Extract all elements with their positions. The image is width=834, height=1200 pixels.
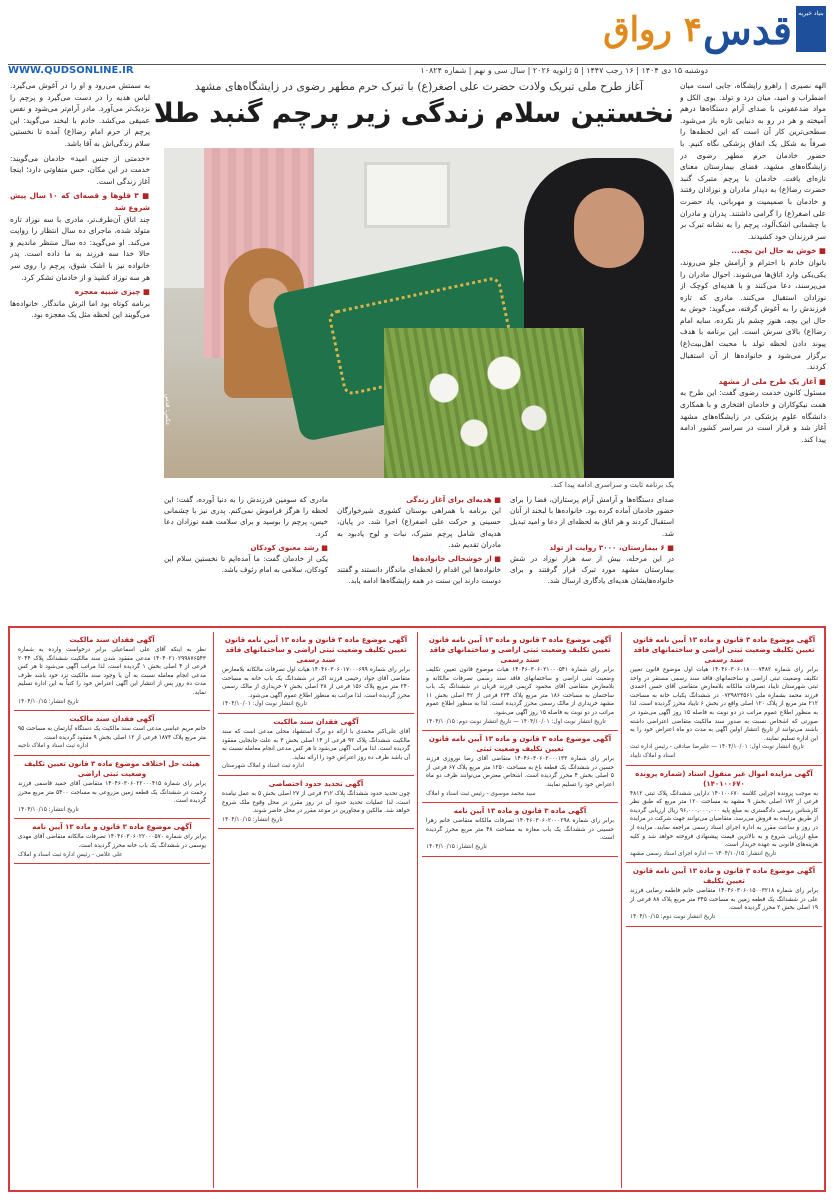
legal-ad	[422, 632, 618, 731]
ad-title: آگهی ماده ۳ قانون و ماده ۱۳ آیین نامه	[453, 807, 587, 816]
ads-column-2	[422, 632, 618, 1188]
article-subheading: ■ هدیه‌ای برای آغاز زندگی	[406, 495, 501, 504]
article-middle-columns	[164, 494, 674, 620]
ad-body: برابر رای شماره ۱۴۰۴۶۰۳۰۶۰۲۲۰۰۰۴۱۵ متقاضی آقای حمید قاسمی فرزند رحمت در ششدانگ یک قطعه زمین مزروعی به مساحت ۵۴۰۰ متر مربع محرز گردیده است.	[18, 780, 206, 805]
legal-ads-section	[8, 626, 826, 1192]
ad-footer: تاریخ انتشار: ۱۴۰۴/۱۰/۱۵	[222, 816, 283, 823]
ad-title: آگهی مزایده اموال غیر منقول اسناد (شماره پرونده ۱۴۰۱۰۰۶۷۰)	[635, 769, 813, 788]
ad-title: آگهی موضوع ماده ۳ قانون و ماده ۱۳ آیین نامه قانون تعیین تکلیف	[632, 867, 816, 886]
ads-column-1	[626, 632, 822, 1188]
flowers-bouquet	[384, 328, 584, 478]
article-paragraph: در این مرحله، بیش از سه هزار نوزاد در شش بیمارستان مشهد مورد تبرک قرار گرفتند و برای خانواده‌هایشان هدیه‌ای یادگاری ارسال شد.	[510, 554, 674, 586]
ad-body: نظر به اینکه آقای علی اسماعیلی برابر درخواست وارده به شماره ۱۴۰۴۰۲۱۰۲۹۹۸۷۶۵۴۳ مدعی مفقود شدن سند مالکیت ششدانگ پلاک ۲۰۴۴ فرعی از ۴ اصلی بخش ۱ گردیده است، لذا مراتب آگهی می‌شود تا هر کس مدعی انجام معامله نسبت به آن یا وجود سند مالکیت نزد خود باشد ظرف مدت ده روز پس از انتشار این آگهی اعتراض خود را کتباً به این اداره تسلیم نماید.	[18, 647, 206, 696]
ads-column-3	[218, 632, 414, 1188]
ad-title: آگهی موضوع ماده ۳ قانون و ماده ۱۳ آیین نامه قانون تعیین تکلیف وضعیت ثبتی اراضی و ساختمانهای فاقد سند رسمی	[224, 636, 408, 664]
ad-body: برابر رای شماره ۱۴۰۴۶۰۳۰۶۰۱۸۰۰۰۷۴۸۲ هیات اول موضوع قانون تعیین تکلیف وضعیت ثبتی اراضی و ساختمانهای فاقد سند رسمی مستقر در واحد ثبتی شهرستان تایباد تصرفات مالکانه بلامعارض متقاضی آقای حسن احمدی فرزند محمد بشماره ملی ۰۷۳۹۸۲۳۵۶۱ در ششدانگ یکباب خانه به مساحت ۲۱۲ متر مربع از پلاک ۱۲۰ اصلی واقع در بخش ۶ تایباد محرز گردیده است. لذا به منظور اطلاع عموم مراتب در دو نوبت به فاصله ۱۵ روز آگهی می‌شود در صورتی که اشخاص نسبت به صدور سند مالکیت متقاضی اعتراضی داشته باشند می‌توانند از تاریخ انتشار اولین آگهی به مدت دو ماه اعتراض خود را به این اداره تسلیم نمایند.	[630, 667, 818, 742]
article-paragraph: «خدمتی از جنس امید» خادمان می‌گویند: خدمت در این مکان، حس متفاوتی دارد؛ اینجا آغاز زندگی است.	[10, 153, 150, 186]
article-subheading: ■ از خوشحالی خانواده‌ها	[412, 554, 501, 564]
middle-column-1	[510, 494, 674, 620]
legal-ad	[14, 756, 210, 819]
ad-body: چون تحدید حدود ششدانگ پلاک ۳۱۲ فرعی از ۲۷ اصلی بخش ۵ به عمل نیامده است، لذا عملیات تحدید حدود آن در روز مقرر در محل وقوع ملک شروع خواهد شد. مالکین و مجاورین در موعد مقرر در محل حاضر شوند.	[222, 790, 411, 815]
ad-footer: تاریخ انتشار نوبت اول: ۱۴۰۴/۱۰/۰۱ — تاریخ انتشار نوبت دوم: ۱۴۰۴/۱۰/۱۵	[426, 718, 606, 725]
legal-ad	[218, 776, 414, 829]
ad-footer: تاریخ انتشار نوبت اول: ۱۴۰۴/۱۰/۰۱ — علیرضا صادقی - رئیس اداره ثبت اسناد و املاک تایباد	[630, 744, 804, 759]
ad-body: برابر رای شماره ۱۴۰۴۶۰۳۰۶۰۲۱۰۰۰۵۴۱ هیات موضوع قانون تعیین تکلیف وضعیت ثبتی اراضی و ساختمانهای فاقد سند رسمی تصرفات مالکانه و بلامعارض متقاضی آقای محمود کریمی فرزند قربان در ششدانگ یک باب ساختمان به مساحت ۱۸۶ متر مربع پلاک ۲۳۴ فرعی از ۴۲ اصلی بخش ۱۱ مشهد خریداری از مالک رسمی محرز گردیده است. لذا به منظور اطلاع عموم مراتب در دو نوبت به فاصله ۱۵ روز آگهی می‌شود.	[426, 667, 614, 716]
legal-ad	[626, 766, 822, 864]
ad-footer: تاریخ انتشار نوبت اول: ۱۴۰۴/۱۰/۰۱	[222, 701, 307, 708]
ad-body: برابر رای شماره ۱۴۰۴۶۰۳۰۶۰۱۵۰۰۳۲۱۸ متقاضی خانم فاطمه رضایی فرزند علی در ششدانگ یک قطعه زمین به مساحت ۳۴۵ متر مربع پلاک ۸۸ فرعی از ۱۹ اصلی بخش ۲ محرز گردیده است.	[630, 888, 819, 912]
article-subheading: ■ چیزی شبیه معجزه	[74, 287, 150, 297]
legal-ad	[218, 632, 414, 714]
ad-footer: تاریخ انتشار: ۱۴۰۴/۱۰/۱۵ — اداره اجرای اسناد رسمی مشهد	[630, 850, 777, 857]
ad-footer: اداره ثبت اسناد و املاک شهرستان	[222, 763, 304, 770]
article-paragraph: مسئول کانون خدمت رضوی گفت: این طرح به همت نیکوکاران و خادمان افتخاری و با همکاری دانشگاه علوم پزشکی در زایشگاه‌های مشهد آغاز شد و قرار است در سراسر کشور ادامه پیدا کند.	[680, 388, 826, 444]
ad-body: خانم مریم عباسی مدعی است سند مالکیت یک دستگاه آپارتمان به مساحت ۹۵ متر مربع پلاک ۱۸۷۳ فرعی از ۱۲ اصلی بخش ۹ مفقود گردیده است.	[18, 726, 206, 741]
article-paragraph: یکی از خادمان گفت: ما آمده‌ایم تا نخستین سلام این کودکان، سلامی به امام رئوف باشد.	[164, 554, 328, 575]
middle-column-2	[337, 494, 501, 620]
ad-body: آقای علی‌اکبر محمدی با ارائه دو برگ استشهاد محلی مدعی است که سند مالکیت ششدانگ پلاک ۹۲ فرعی از ۱۴ اصلی بخش ۳ به علت جابجایی مفقود گردیده است. لذا مراتب آگهی می‌شود تا هر کس مدعی انجام معامله نسبت به آن باشد ظرف ده روز اعتراض خود را ارائه نماید.	[222, 728, 411, 761]
ad-title: آگهی فقدان سند مالکیت	[69, 636, 155, 644]
article-paragraph: الهه نصیری | راهرو زایشگاه، جایی است میان اضطراب و امید، میان درد و تولد. بوی الکل و مواد ضدعفونی با صدای آرام دستگاه‌ها درهم آمیخته و هر در رو به دنیایی تازه باز می‌شود. سطحی‌ترین کار آن است که این لحظه‌ها را صرفاً به شکل یک اتفاق پزشکی نگاه کنیم. با حضور خادمان حرم مطهر رضوی در زایشگاه‌های مشهد، فضای بیمارستان معنای تازه‌ای یافت. خادمان با پرچم متبرک گنبد حضرت رضا(ع) به دیدار مادران و نوزادان رفتند و خادمان با صمیمیت و مهربانی، یاد حضرت علی اصغر(ع) را گرامی داشتند. پدران و مادران با چشمانی اشک‌آلود، پرچم را به نشانه تبرک بر سر فرزندان خود کشیدند.	[680, 81, 826, 241]
article-paragraph: صدای دستگاه‌ها و آرامش آرام پرستاران، فضا را برای حضور خادمان آماده کرده بود. خانواده‌ها با لبخند از آنان استقبال کردند و هر اتاق به لحظه‌ای از دعا و امید تبدیل شد.	[510, 495, 674, 538]
legal-ad	[218, 714, 414, 776]
article-subheading: ■ ۶ بیمارستان، ۳۰۰۰ روایت از تولد	[549, 542, 674, 552]
logo-text: قدس	[703, 7, 792, 54]
ad-footer: تاریخ انتشار نوبت دوم: ۱۴۰۴/۱۰/۱۵	[630, 914, 716, 921]
section-title	[603, 10, 702, 50]
article-paragraph: چند اتاق آن‌طرف‌تر، مادری با سه نوزاد تازه متولد شده، ماجرای ده سال انتظار را روایت می‌کند. او می‌گوید: ده سال منتظر ماندیم و حالا خدا سه فرزند به ما داده است. پدر خانواده نیز با اشک شوق، پرچم را روی سر هر سه نوزاد کشید و از خادمان تشکر کرد.	[10, 214, 150, 282]
ad-title: آگهی فقدان سند مالکیت	[273, 717, 359, 726]
article-paragraph: به سمتش می‌رود و او را در آغوش می‌گیرد. لباس هدیه را در دست می‌گیرد و پرچم را نزدیک‌تر می‌آورد. مادر آرام‌تر می‌شود و نفس عمیقی می‌کشد. خادم با لبخند می‌گوید: این پرچم از حرم امام رضا(ع) آمده تا نخستین سلام زندگی‌اش به آقا باشد.	[10, 81, 150, 148]
ad-body: برابر رای شماره ۱۴۰۴۶۰۳۰۶۰۲۲۰۰۰۵۷۰ تصرفات مالکانه متقاضی آقای مهدی یوسفی در ششدانگ یک باب خانه محرز گردیده است.	[18, 834, 206, 849]
masthead	[8, 6, 826, 78]
article-headline: نخستین سلام زندگی زیر پرچم گنبد طلا	[153, 98, 674, 129]
ad-footer: علی غلامی - رئیس اداره ثبت اسناد و املاک	[18, 851, 123, 858]
ad-title: آگهی فقدان سند مالکیت	[69, 715, 155, 724]
ad-title: آگهی موضوع ماده ۳ قانون و ماده ۱۳ آیین نامه قانون تعیین تکلیف وضعیت ثبتی اراضی و ساختمانهای فاقد سند رسمی	[632, 636, 816, 664]
ad-footer: تاریخ انتشار: ۱۴۰۴/۱۰/۱۵	[18, 698, 79, 705]
ad-footer: تاریخ انتشار: ۱۴۰۴/۱۰/۱۵	[426, 843, 487, 850]
article-paragraph: بانوان خادم با احترام و آرامش جلو می‌روند، یکی‌یکی وارد اتاق‌ها می‌شوند. احوال مادران را می‌پرسند، دعا می‌کنند و با هدیه‌ای کوچک از نوزادان استقبال می‌کنند. مادری که تازه فرزندش را به آغوش گرفته، می‌گوید: خوش به حال این بچه، هنوز چشم باز نکرده، سایه امام رضا(ع) بالای سرش است. این برنامه با هدف پیوند دادن لحظه تولد با محبت اهل‌بیت(ع) برگزار می‌شود و خانواده‌ها از آن استقبال کردند.	[680, 257, 826, 372]
newspaper-logo	[703, 6, 826, 62]
window-shape	[364, 162, 450, 228]
article-right-column	[680, 80, 826, 620]
article-paragraph: خانواده‌ها این اقدام را لحظه‌ای ماندگار دانستند و گفتند دوست دارند این سنت در همه زایشگاه‌ها ادامه یابد.	[337, 565, 501, 586]
legal-ad	[422, 731, 618, 803]
article-paragraph: این برنامه با همراهی بوستان کشوری شیرخوارگان حسینی و حرکت علی اصغر(ع) اجرا شد. در پایان، هدیه‌ای شامل پرچم متبرک، نبات و لوح یادبود به مادران تقدیم شد.	[337, 506, 501, 549]
legal-ad	[14, 632, 210, 711]
header-bar	[8, 64, 826, 79]
article-paragraph: برنامه کوتاه بود اما اثرش ماندگار. خانواده‌ها می‌گویند این لحظه مثل یک معجزه بود.	[10, 298, 150, 320]
ad-title: آگهی موضوع ماده ۳ قانون و ماده ۱۳ آیین نامه قانون تعیین تکلیف وضعیت ثبتی	[428, 735, 612, 754]
article-paragraph: مادری که سومین فرزندش را به دنیا آورده، گفت: این لحظه را هرگز فراموش نمی‌کنم. پدری نیز با چشمانی خیس، پرچم را بوسید و برای سلامت همه نوزادان دعا کرد.	[164, 495, 328, 538]
legal-ad	[626, 863, 822, 926]
page-number: ۴	[683, 10, 702, 50]
legal-ad	[14, 819, 210, 864]
logo-seal: بنیاد خیریه	[796, 6, 826, 52]
legal-ad	[422, 803, 618, 856]
dateline: دوشنبه ۱۵ دی ۱۴۰۴ | ۱۶ رجب ۱۴۴۷ | ۵ ژانویه ۲۰۲۶ | سال سی و نهم | شماره ۱۰۸۲۴	[420, 66, 708, 75]
article-left-column	[10, 80, 150, 620]
article-subheading: ■ ۳ قلوها و قصه‌ای که ۱۰ سال پیش شروع شد	[10, 191, 150, 212]
legal-ad	[626, 632, 822, 766]
article-subheading: ■ آغاز یک طرح ملی از مشهد	[718, 376, 826, 386]
section-name: رواق	[603, 10, 672, 50]
ad-body: برابر رای شماره ۱۴۰۴۶۰۳۰۶۰۱۷۰۰۰۶۹۹ هیات اول تصرفات مالکانه بلامعارض متقاضی آقای جواد رحیمی فرزند اکبر در ششدانگ یک باب خانه به مساحت ۲۴۰ متر مربع پلاک ۱۵۶ فرعی از ۳۸ اصلی بخش ۷ خریداری از مالک رسمی محرز گردیده است. لذا مراتب به منظور اطلاع عموم آگهی می‌شود.	[222, 667, 410, 699]
article-subheading: ■ خوش به حال این بچه...	[731, 246, 826, 256]
photo-credit: عکس: قدس	[164, 394, 171, 426]
photo-caption: یک برنامه ثابت و سراسری ادامه پیدا کند.	[550, 480, 674, 489]
legal-ad	[14, 711, 210, 756]
ads-column-4	[14, 632, 210, 1188]
ad-title: آگهی موضوع ماده ۳ قانون و ماده ۱۳ آیین نامه	[32, 823, 192, 832]
ad-footer: سید محمد موسوی - رئیس ثبت اسناد و املاک	[426, 790, 536, 797]
middle-column-3	[164, 494, 328, 620]
ad-body: برابر رای شماره ۱۴۰۴۶۰۳۰۶۰۲۰۰۰۲۹۸ تصرفات مالکانه متقاضی خانم زهرا حسینی در ششدانگ یک باب مغازه به مساحت ۴۸ متر مربع محرز گردیده است.	[426, 818, 614, 842]
ad-body: برابر رای شماره ۱۴۰۴۶۰۳۰۶۰۲۰۰۰۱۳۳ متقاضی آقای رضا نوروزی فرزند حسین در ششدانگ یک قطعه باغ به مساحت ۱۲۵۰ متر مربع پلاک ۶۷ فرعی از ۵ اصلی بخش ۴ محرز گردیده است. اشخاص معترض می‌توانند ظرف دو ماه اعتراض خود را تسلیم نمایند.	[426, 756, 614, 788]
ad-footer: اداره ثبت اسناد و املاک ناحیه	[18, 743, 89, 750]
article-photo	[164, 148, 674, 478]
ad-title: هیئت حل اختلاف موضوع ماده ۳ قانون تعیین تکلیف وضعیت ثبتی اراضی	[24, 759, 200, 778]
ad-footer: تاریخ انتشار: ۱۴۰۴/۱۰/۱۵	[18, 806, 79, 813]
article-supertitle: آغاز طرح ملی تبریک ولادت حضرت علی اصغر(ع) با تبرک حرم مطهر رضوی در زایشگاه‌های مشهد	[194, 80, 644, 93]
ad-body: به موجب پرونده اجرایی کلاسه ۱۴۰۱۰۰۶۷۰ دارایی ششدانگ پلاک ثبتی ۴۸۱۲ فرعی از ۱۷۲ اصلی بخش ۹ مشهد به مساحت ۱۲۰ متر مربع که طبق نظر کارشناس رسمی دادگستری به مبلغ پایه ۹۶,۰۰۰,۰۰۰,۰۰۰ ریال ارزیابی گردیده از طریق مزایده به فروش می‌رسد. متقاضیان می‌توانند جهت شرکت در مزایده در روز و ساعت مقرر به اداره اجرای اسناد رسمی مراجعه نمایند. مزایده از مبلغ ارزیابی شروع و به بالاترین قیمت پیشنهادی فروخته خواهد شد و کلیه هزینه‌های قانونی به عهده خریدار است.	[630, 790, 819, 849]
ad-title: آگهی تحدید حدود اختصاصی	[268, 779, 364, 788]
website-link[interactable]: WWW.QUDSONLINE.IR	[8, 65, 134, 76]
ad-title: آگهی موضوع ماده ۳ قانون و ماده ۱۳ آیین نامه قانون تعیین تکلیف وضعیت ثبتی اراضی و ساختمانهای فاقد سند رسمی	[428, 636, 612, 664]
article-subheading: ■ رشد معنوی کودکان	[250, 542, 328, 552]
